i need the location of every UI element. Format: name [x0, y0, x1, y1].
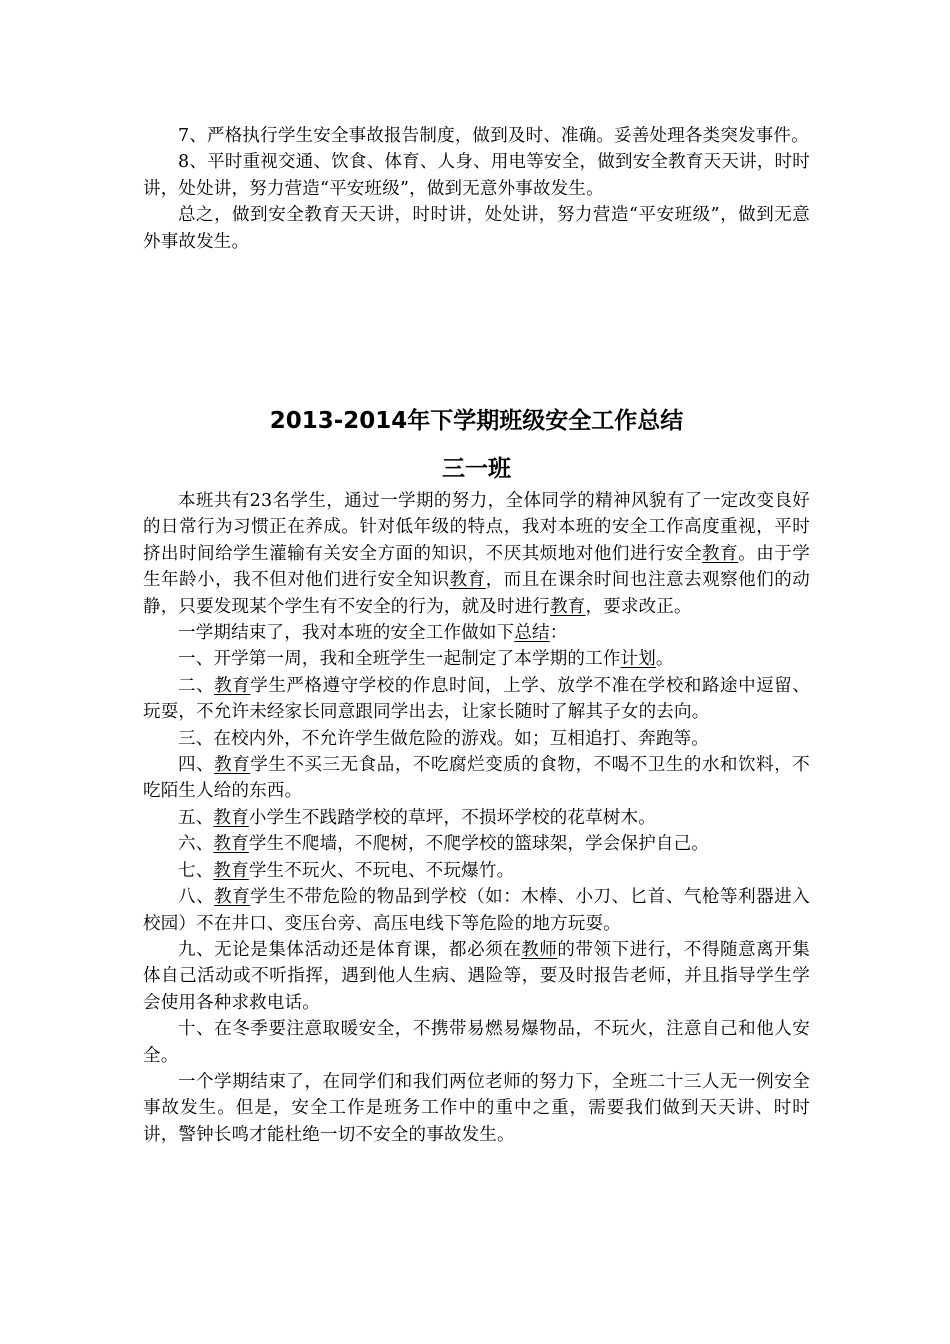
item-2-number: 二、: [178, 675, 215, 696]
item-9-text: 九、无论是集体活动还是体育课，都必须在: [178, 939, 522, 960]
item-5-paragraph: [143, 805, 810, 831]
class-name-subtitle: 三一班: [442, 456, 511, 482]
summary-lead-text: 一学期结束了，我对本班的安全工作做如下: [178, 623, 515, 644]
item-6-text: 学生不爬墙，不爬树，不爬学校的篮球架，学会保护自己。: [248, 834, 710, 855]
conclusion-paragraph: 总之，做到安全教育天天讲，时时讲，处处讲，努力营造“平安班级”，做到无意外事故发生。: [143, 205, 810, 252]
item-7-paragraph: [143, 858, 810, 884]
rule-8-paragraph: 8、平时重视交通、饮食、体育、人身、用电等安全，做到安全教育天天讲，时时讲，处处讲，努力营造“平安班级”，做到无意外事故发生。: [143, 152, 810, 199]
document-title: 2013-2014年下学期班级安全工作总结: [269, 408, 684, 434]
rule-7-paragraph: 7、严格执行学生安全事故报告制度，做到及时、准确。妥善处理各类突发事件。: [178, 126, 809, 146]
intro-text-2: 。由于学生年龄小，我不但对他们进行安全知识: [143, 543, 810, 591]
item-1-end: 。: [655, 649, 674, 670]
item-4-number: 四、: [178, 755, 215, 776]
intro-paragraph: [143, 488, 810, 620]
education-link[interactable]: 教育: [550, 596, 586, 617]
item-8-text: 学生不带危险的物品到学校（如：木棒、小刀、匕首、气枪等利器进入校园）不在井口、变压台旁、高压电线下等危险的地方玩耍。: [143, 887, 810, 934]
item-4-text: 学生不买三无食品，不吃腐烂变质的食物，不喝不卫生的水和饮料，不吃陌生人给的东西。: [143, 755, 810, 802]
education-link[interactable]: 教育: [214, 675, 251, 696]
summary-link[interactable]: 总结: [514, 623, 550, 644]
item-5-text: 小学生不践踏学校的草坪，不损坏学校的花草树木。: [248, 807, 656, 828]
item-5-number: 五、: [178, 807, 214, 828]
item-7-text: 学生不玩火、不玩电、不玩爆竹。: [248, 860, 515, 881]
education-link[interactable]: 教育: [213, 807, 249, 828]
item-6-paragraph: [143, 831, 810, 857]
education-link[interactable]: 教育: [449, 570, 486, 591]
item-1-text: 一、开学第一周，我和全班学生一起制定了本学期的工作: [178, 649, 621, 670]
closing-paragraph: 一个学期结束了，在同学们和我们两位老师的努力下，全班二十三人无一例安全事故发生。但是，安全工作是班务工作中的重中之重，需要我们做到天天讲、时时讲，警钟长鸣才能杜绝一切不安全的事故发生。: [143, 1071, 810, 1145]
education-link[interactable]: 教育: [214, 887, 251, 908]
item-8-paragraph: [143, 884, 810, 937]
item-4-paragraph: [143, 752, 810, 805]
item-2-paragraph: [143, 673, 810, 726]
intro-text-1: 本班共有23名学生，通过一学期的努力，全体同学的精神风貌有了一定改变良好的日常行为习惯正在养成。针对低年级的特点，我对本班的安全工作高度重视，平时挤出时间给学生灌输有关安全方面的知识，不厌其烦地对他们进行安全: [143, 491, 810, 564]
item-9-text-end: 的带领下进行，不得随意离开集体自己活动或不听指挥，遇到他人生病、遇险等，要及时报告老师，并且指导学生学会使用各种求救电话。: [143, 939, 810, 1013]
item-7-number: 七、: [178, 860, 214, 881]
summary-lead-paragraph: [143, 620, 810, 646]
intro-text-3: ，而且在课余时间也注意去观察他们的动静，只要发现某个学生有不安全的行为，就及时进行: [143, 570, 810, 617]
education-link[interactable]: 教育: [213, 834, 249, 855]
summary-lead-end: ：: [549, 623, 568, 644]
item-2-text: 学生严格遵守学校的作息时间，上学、放学不准在学校和路途中逗留、玩耍，不允许未经家长同意跟同学出去，让家长随时了解其子女的去向。: [143, 675, 810, 723]
item-9-paragraph: [143, 937, 810, 1016]
plan-link[interactable]: 计划: [620, 649, 656, 670]
item-10-paragraph: 十、在冬季要注意取暖安全，不携带易燃易爆物品，不玩火，注意自己和他人安全。: [143, 1019, 810, 1066]
education-link[interactable]: 教育: [213, 860, 249, 881]
previous-section-tail: [143, 123, 810, 255]
item-1-paragraph: [143, 646, 810, 672]
teacher-link[interactable]: 教师: [521, 939, 558, 960]
education-link[interactable]: 教育: [214, 755, 251, 776]
summary-body: [143, 488, 810, 1148]
item-6-number: 六、: [178, 834, 214, 855]
intro-text-4: ，要求改正。: [585, 596, 692, 617]
education-link[interactable]: 教育: [702, 543, 739, 564]
item-8-number: 八、: [178, 887, 215, 908]
item-3-paragraph: 三、在校内外，不允许学生做危险的游戏。如；互相追打、奔跑等。: [178, 728, 709, 749]
